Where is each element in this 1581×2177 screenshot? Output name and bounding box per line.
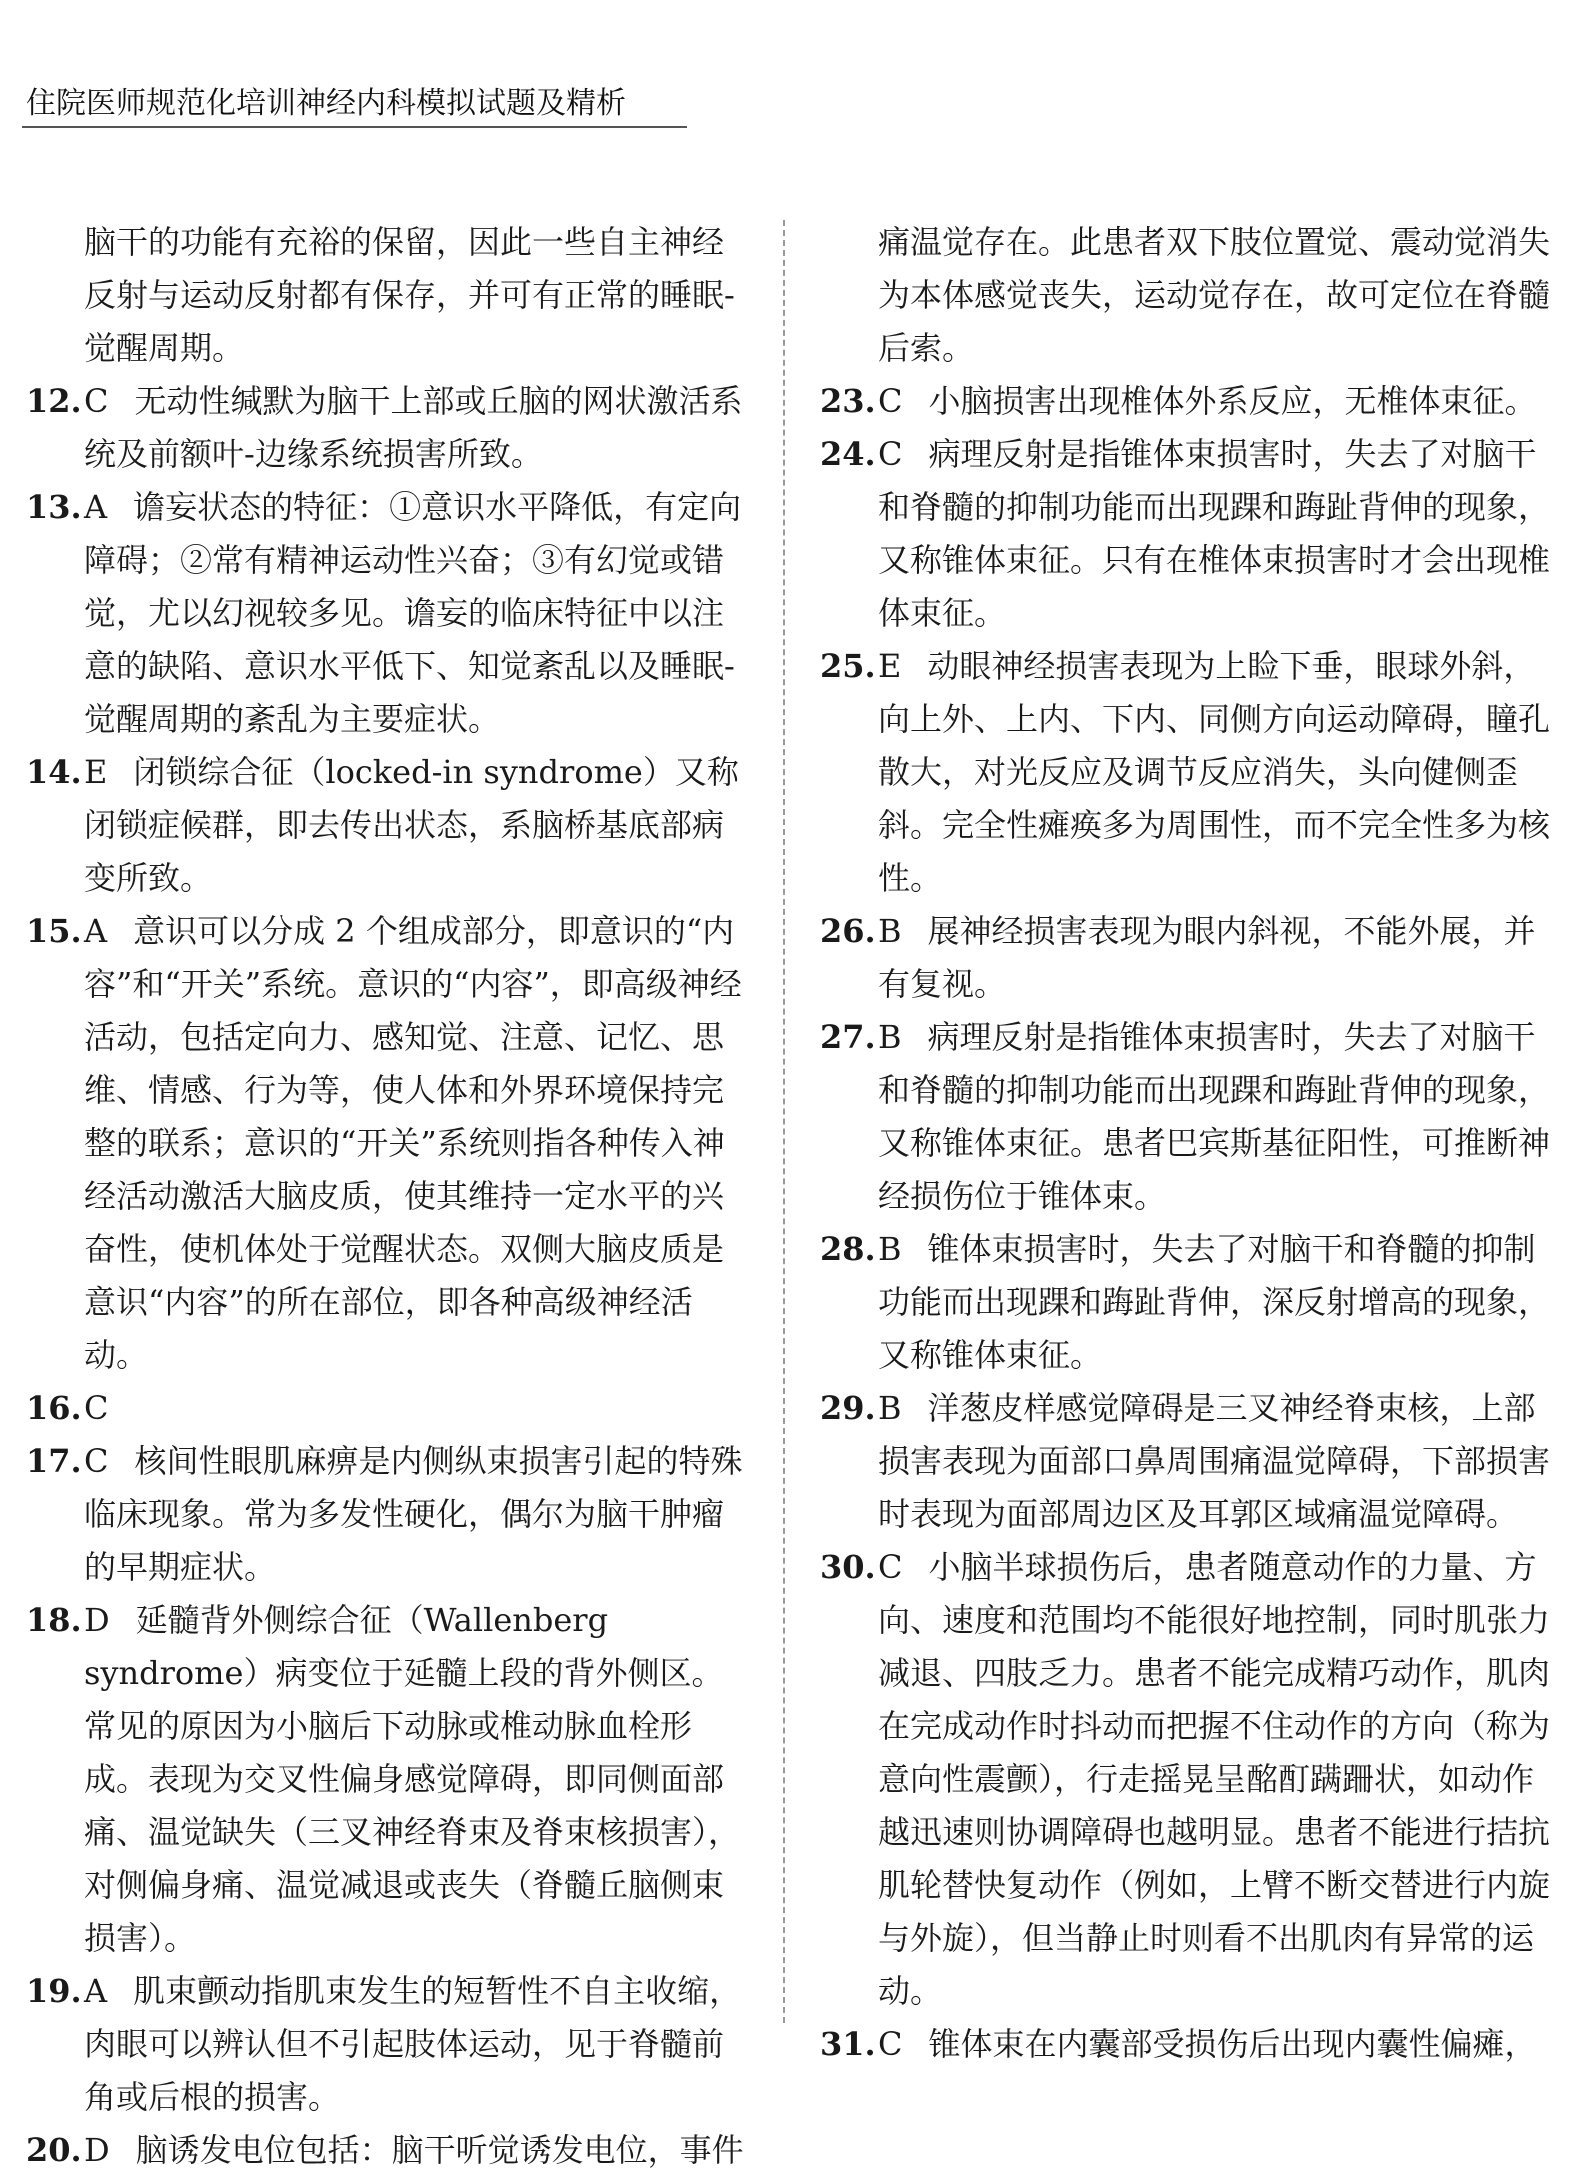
explanation-text: 闭锁综合征（locked-in syndrome）又称闭锁症候群，即去传出状态，系脑桥基底部病变所致。 — [84, 753, 739, 897]
explanation-text: 展神经损害表现为眼内斜视，不能外展，并有复视。 — [878, 912, 1536, 1003]
explanation-text: 锥体束损害时，失去了对脑干和脊髓的抑制功能而出现踝和踇趾背伸，深反射增高的现象，又称锥体束征。 — [878, 1230, 1551, 1374]
answer-entry — [26, 746, 752, 905]
question-number: 17. — [26, 1442, 82, 1480]
answer-letter: D — [84, 2131, 110, 2169]
answer-letter: A — [84, 488, 108, 526]
answer-entry — [820, 1011, 1555, 1223]
explanation-text: 病理反射是指锥体束损害时，失去了对脑干和脊髓的抑制功能而出现踝和踇趾背伸的现象，又称锥体束征。患者巴宾斯基征阳性，可推断神经损伤位于锥体束。 — [878, 1018, 1551, 1215]
question-number: 29. — [820, 1389, 876, 1427]
answer-entry — [26, 375, 752, 481]
answer-letter: C — [84, 1442, 109, 1480]
answer-entry — [26, 1594, 752, 1965]
explanation-text: 核间性眼肌麻痹是内侧纵束损害引起的特殊临床现象。常为多发性硬化，偶尔为脑干肿瘤的早期症状。 — [84, 1442, 743, 1586]
question-number: 25. — [820, 647, 876, 685]
answer-entry — [820, 1541, 1555, 2018]
question-number: 12. — [26, 382, 82, 420]
answer-entry — [820, 1382, 1555, 1541]
question-number: 26. — [820, 912, 876, 950]
answer-entry — [820, 640, 1555, 905]
answer-letter: B — [878, 1018, 902, 1056]
answer-entry — [820, 2018, 1555, 2071]
answer-letter: C — [84, 1389, 109, 1427]
question-number: 14. — [26, 753, 82, 791]
question-number: 15. — [26, 912, 82, 950]
explanation-text: 脑干的功能有充裕的保留，因此一些自主神经反射与运动反射都有保存，并可有正常的睡眠-觉醒周期。 — [84, 223, 735, 367]
answer-entry — [26, 481, 752, 746]
question-number: 31. — [820, 2025, 876, 2063]
answer-letter: E — [84, 753, 108, 791]
answer-entry — [26, 1382, 752, 1435]
answer-letter: D — [84, 1601, 110, 1639]
answer-letter: C — [878, 1548, 903, 1586]
question-number: 18. — [26, 1601, 82, 1639]
explanation-text: 洋葱皮样感觉障碍是三叉神经脊束核，上部损害表现为面部口鼻周围痛温觉障碍，下部损害时表现为面部周边区及耳郭区域痛温觉障碍。 — [878, 1389, 1551, 1533]
explanation-text: 延髓背外侧综合征（Wallenberg syndrome）病变位于延髓上段的背外侧区。常见的原因为小脑后下动脉或椎动脉血栓形成。表现为交叉性偏身感觉障碍，即同侧面部痛、温觉缺失（三叉神经脊束及脊束核损害），对侧偏身痛、温觉减退或丧失（脊髓丘脑侧束损害）。 — [84, 1601, 741, 1957]
answer-letter: C — [84, 382, 109, 420]
explanation-text: 无动性缄默为脑干上部或丘脑的网状激活系统及前额叶-边缘系统损害所致。 — [84, 382, 743, 473]
question-number: 19. — [26, 1972, 82, 2010]
answer-entry — [820, 375, 1555, 428]
answer-entry-continuation — [820, 216, 1555, 375]
answer-entry — [26, 1435, 752, 1594]
answer-letter: B — [878, 912, 902, 950]
answer-entry — [26, 1965, 752, 2124]
question-number: 28. — [820, 1230, 876, 1268]
answer-entry — [820, 1223, 1555, 1382]
column-divider — [783, 220, 785, 2023]
explanation-text: 小脑半球损伤后，患者随意动作的力量、方向、速度和范围均不能很好地控制，同时肌张力减退、四肢乏力。患者不能完成精巧动作，肌肉在完成动作时抖动而把握不住动作的方向（称为意向性震颤），行走摇晃呈酩酊蹒跚状，如动作越迅速则协调障碍也越明显。患者不能进行拮抗肌轮替快复动作（例如，上臂不断交替进行内旋与外旋），但当静止时则看不出肌肉有异常的运动。 — [878, 1548, 1551, 2010]
answer-entry — [26, 905, 752, 1382]
explanation-text: 谵妄状态的特征：①意识水平降低，有定向障碍；②常有精神运动性兴奋；③有幻觉或错觉，尤以幻视较多见。谵妄的临床特征中以注意的缺陷、意识水平低下、知觉紊乱以及睡眠-觉醒周期的紊乱为主要症状。 — [84, 488, 742, 738]
explanation-text: 病理反射是指锥体束损害时，失去了对脑干和脊髓的抑制功能而出现踝和踇趾背伸的现象，又称锥体束征。只有在椎体束损害时才会出现椎体束征。 — [878, 435, 1551, 632]
right-column — [820, 216, 1555, 2063]
question-number: 27. — [820, 1018, 876, 1056]
answer-entry — [26, 2124, 752, 2177]
answer-letter: A — [84, 912, 108, 950]
answer-letter: B — [878, 1389, 902, 1427]
answer-letter: C — [878, 382, 903, 420]
answer-letter: B — [878, 1230, 902, 1268]
answer-entry — [820, 905, 1555, 1011]
explanation-text: 肌束颤动指肌束发生的短暂性不自主收缩，肉眼可以辨认但不引起肢体运动，见于脊髓前角或后根的损害。 — [84, 1972, 742, 2116]
answer-letter: E — [878, 647, 902, 685]
header-rule — [22, 126, 687, 128]
answer-entry — [820, 428, 1555, 640]
question-number: 13. — [26, 488, 82, 526]
explanation-text: 小脑损害出现椎体外系反应，无椎体束征。 — [928, 382, 1537, 420]
explanation-text: 痛温觉存在。此患者双下肢位置觉、震动觉消失为本体感觉丧失，运动觉存在，故可定位在脊髓后索。 — [878, 223, 1551, 367]
answer-entry-continuation — [26, 216, 752, 375]
explanation-text: 脑诱发电位包括：脑干听觉诱发电位，事件 — [135, 2131, 744, 2169]
question-number: 20. — [26, 2131, 82, 2169]
running-header: 住院医师规范化培训神经内科模拟试题及精析 — [26, 86, 626, 121]
left-column — [26, 216, 752, 2169]
question-number: 30. — [820, 1548, 876, 1586]
explanation-text: 锥体束在内囊部受损伤后出现内囊性偏瘫， — [928, 2025, 1537, 2063]
question-number: 23. — [820, 382, 876, 420]
explanation-text: 动眼神经损害表现为上睑下垂，眼球外斜，向上外、上内、下内、同侧方向运动障碍，瞳孔散大，对光反应及调节反应消失，头向健侧歪斜。完全性瘫痪多为周围性，而不完全性多为核性。 — [878, 647, 1551, 897]
answer-letter: A — [84, 1972, 108, 2010]
answer-letter: C — [878, 435, 903, 473]
question-number: 24. — [820, 435, 876, 473]
explanation-text: 意识可以分成 2 个组成部分，即意识的“内容”和“开关”系统。意识的“内容”，即高级神经活动，包括定向力、感知觉、注意、记忆、思维、情感、行为等，使人体和外界环境保持完整的联系；意识的“开关”系统则指各种传入神经活动激活大脑皮质，使其维持一定水平的兴奋性，使机体处于觉醒状态。双侧大脑皮质是意识“内容”的所在部位，即各种高级神经活动。 — [84, 912, 742, 1374]
answer-letter: C — [878, 2025, 903, 2063]
question-number: 16. — [26, 1389, 82, 1427]
